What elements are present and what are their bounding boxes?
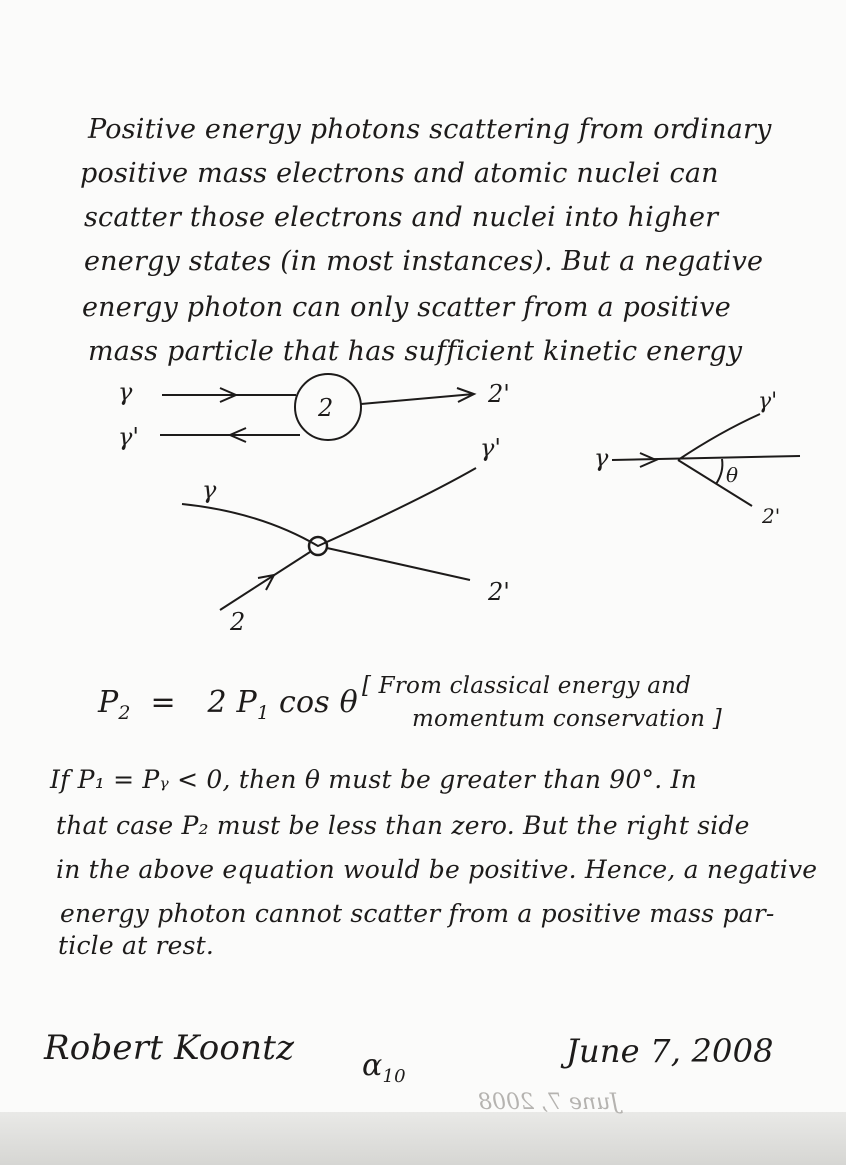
paragraph-1-line-6: mass particle that has sufficient kinetic energy xyxy=(88,336,743,367)
paragraph-1-line-5: energy photon can only scatter from a positive xyxy=(82,292,731,323)
signature: Robert Koontz xyxy=(44,1028,295,1068)
paragraph-1-line-2: positive mass electrons and atomic nuclei can xyxy=(80,158,719,189)
paragraph-1-line-3: scatter those electrons and nuclei into higher xyxy=(84,202,719,233)
paragraph-1-line-4: energy states (in most instances). But a negative xyxy=(84,246,764,277)
paragraph-2-line-2: that case P₂ must be less than zero. But the right side xyxy=(56,811,750,840)
page-mark-subscript: 10 xyxy=(382,1066,406,1087)
paragraph-2-line-3: in the above equation would be positive. Hence, a negative xyxy=(56,855,818,884)
diagram3-label-gamma: γ xyxy=(594,444,609,472)
equation-lhs-subscript: 2 xyxy=(118,702,131,724)
date: June 7, 2008 xyxy=(566,1032,774,1070)
diagram-head-on xyxy=(118,374,510,451)
diagram3-label-theta: θ xyxy=(726,463,739,487)
axis-line xyxy=(612,456,800,460)
scattered-photon-line xyxy=(678,414,760,460)
equation-main xyxy=(98,685,358,724)
diagram1-label-particle-prime: 2' xyxy=(488,380,510,408)
outgoing-particle-line xyxy=(327,548,470,580)
paragraph-2-line-1: If P₁ = Pᵧ < 0, then θ must be greater than 90°. In xyxy=(50,765,697,794)
paragraph-1-line-1: Positive energy photons scattering from ordinary xyxy=(88,114,772,145)
diagram1-label-particle: 2 xyxy=(318,394,334,422)
paragraph-2-line-5: ticle at rest. xyxy=(58,931,215,960)
equation-equals: = xyxy=(150,685,176,720)
diagram2-label-gamma: γ xyxy=(202,476,217,504)
scan-bottom-edge xyxy=(0,1112,846,1165)
angle-arc xyxy=(716,459,722,484)
equation-lhs: P xyxy=(98,685,119,720)
page-mark-alpha: α xyxy=(362,1048,383,1083)
diagram2-label-particle: 2 xyxy=(230,608,246,636)
diagram-crossing xyxy=(182,434,510,636)
equation-note-line-1: [ From classical energy and xyxy=(362,673,692,699)
recoil-particle-line xyxy=(678,460,752,506)
diagram1-label-gamma-prime: γ' xyxy=(118,423,139,451)
diagram3-label-gamma-prime: γ' xyxy=(758,389,778,414)
page-mark xyxy=(362,1048,406,1087)
diagram2-label-gamma-prime: γ' xyxy=(480,434,501,462)
equation-note-line-2: momentum conservation ] xyxy=(412,706,722,732)
diagram-angle xyxy=(594,389,800,528)
equation-rhs-cos: cos θ xyxy=(269,685,358,720)
photon-path xyxy=(182,468,476,546)
paragraph-2-line-4: energy photon cannot scatter from a positive mass par- xyxy=(60,899,775,928)
diagram1-label-gamma: γ xyxy=(118,378,133,406)
equation-rhs-subscript: 1 xyxy=(256,702,270,724)
diagram3-label-particle-prime: 2' xyxy=(762,504,781,528)
incoming-particle-line xyxy=(220,552,310,610)
equation-rhs: 2 P xyxy=(207,685,257,720)
reverse-side-show-through: June 7, 2008 xyxy=(478,1090,620,1115)
recoil-line xyxy=(361,394,474,404)
diagram2-label-particle-prime: 2' xyxy=(488,578,510,606)
